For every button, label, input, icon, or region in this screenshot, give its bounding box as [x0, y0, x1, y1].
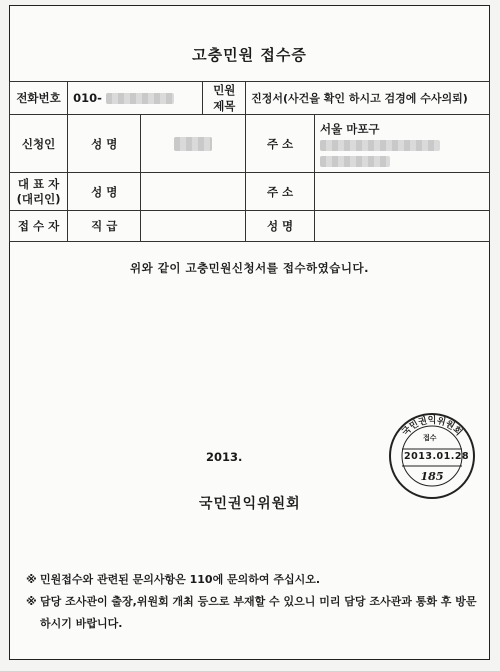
document-title: 고충민원 접수증: [192, 46, 307, 64]
stamp-date: 2013.01.28: [404, 451, 470, 462]
phone-label: 전화번호: [10, 82, 68, 115]
issue-date: 2013.: [206, 450, 243, 464]
representative-name-label: 성 명: [68, 173, 141, 211]
stamp-org-text: 국민권익위원회: [400, 416, 464, 439]
redacted-phone-block: [106, 93, 174, 104]
representative-address-label: 주 소: [246, 173, 315, 211]
phone-number-prefix: 010-: [73, 91, 102, 105]
issuing-agency: 국민권익위원회: [199, 496, 301, 512]
applicant-address-text: 서울 마포구: [319, 122, 380, 136]
receiver-row: [10, 211, 490, 242]
reception-stamp: [387, 411, 477, 501]
representative-row: [10, 173, 490, 211]
receipt-form-table: [9, 81, 490, 242]
stamp-dept: 접수: [423, 434, 437, 442]
representative-address-value: [314, 173, 489, 211]
redacted-address-block-2: [320, 156, 390, 167]
phone-value: [68, 82, 203, 115]
representative-name-value: [141, 173, 246, 211]
complaint-title-label: 민원제목: [203, 82, 246, 115]
note-text: 담당 조사관이 출장,위원회 개최 등으로 부재할 수 있으니 미리 담당 조사관과 통화 후 방문하시기 바랍니다.: [40, 595, 477, 630]
notes-section: [26, 569, 486, 635]
complaint-title-value: 진정서(사건을 확인 하시고 검경에 수사의뢰): [246, 82, 490, 115]
receiver-position-value: [141, 211, 246, 242]
receiver-label: 접 수 자: [10, 211, 68, 242]
receipt-sheet: [9, 5, 490, 660]
applicant-row: [10, 115, 490, 173]
applicant-label: 신청인: [10, 115, 68, 173]
note-mark: ※: [26, 573, 37, 586]
redacted-address-block-1: [320, 140, 440, 151]
received-statement: 위와 같이 고충민원신청서를 접수하였습니다.: [130, 261, 369, 275]
note-item: [26, 569, 486, 591]
applicant-name-value: [141, 115, 246, 173]
receiver-name-label: 성 명: [246, 211, 315, 242]
applicant-address-value: [314, 115, 489, 173]
receiver-position-label: 직 급: [68, 211, 141, 242]
stamp-handwritten-number: 185: [420, 470, 444, 483]
note-text: 민원접수와 관련된 문의사항은 110에 문의하여 주십시오.: [40, 573, 321, 586]
note-mark: ※: [26, 595, 37, 608]
receiver-name-value: [314, 211, 489, 242]
note-item: [26, 591, 486, 635]
applicant-address-label: 주 소: [246, 115, 315, 173]
phone-row: [10, 82, 490, 115]
representative-label: 대 표 자 (대리인): [10, 173, 68, 211]
redacted-name-block: [174, 137, 212, 151]
applicant-name-label: 성 명: [68, 115, 141, 173]
